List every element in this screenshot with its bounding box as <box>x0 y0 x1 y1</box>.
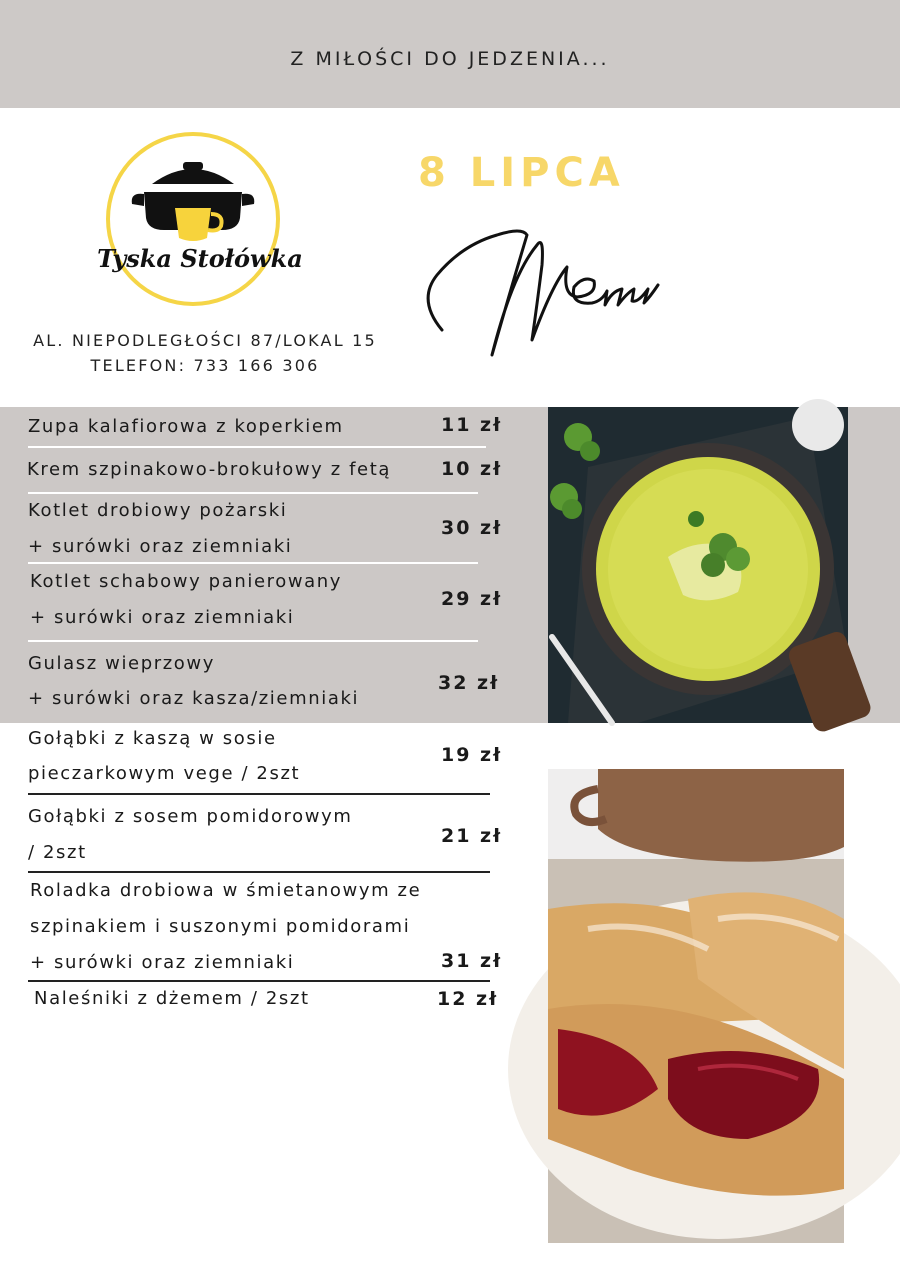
menu-item-name: szpinakiem i suszonymi pomidorami <box>30 916 411 937</box>
phone-number: TELEFON: 733 166 306 <box>90 356 320 375</box>
menu-item-name: + surówki oraz ziemniaki <box>30 952 295 973</box>
divider <box>28 980 490 982</box>
menu-word: Menu <box>542 248 752 332</box>
menu-item-price: 30 zł <box>441 517 503 539</box>
menu-item-name: / 2szt <box>28 842 87 863</box>
menu-item-price: 32 zł <box>438 672 500 694</box>
menu-item-price: 12 zł <box>437 988 499 1010</box>
menu-script-title <box>412 205 752 380</box>
menu-item-name: Gołąbki z sosem pomidorowym <box>28 806 353 827</box>
menu-item-price: 21 zł <box>441 825 503 847</box>
menu-item-price: 29 zł <box>441 588 503 610</box>
divider <box>28 492 478 494</box>
pot-with-cup-icon <box>100 126 286 312</box>
address-block <box>20 328 390 378</box>
menu-item-name: + surówki oraz ziemniaki <box>30 607 295 628</box>
divider <box>28 871 490 873</box>
divider <box>28 562 478 564</box>
menu-item-name: + surówki oraz kasza/ziemniaki <box>28 688 360 709</box>
logo-text: Tyska Stołówka <box>97 244 303 273</box>
menu-item-name: Zupa kalafiorowa z koperkiem <box>28 416 344 437</box>
menu-item-name: Krem szpinakowo-brokułowy z fetą <box>27 459 392 480</box>
menu-item-price: 31 zł <box>441 950 503 972</box>
divider <box>28 640 478 642</box>
top-banner <box>0 0 900 108</box>
tagline: Z MIŁOŚCI DO JEDZENIA... <box>290 48 610 70</box>
menu-item-name: Gulasz wieprzowy <box>28 653 215 674</box>
menu-item-name: Kotlet schabowy panierowany <box>30 571 343 592</box>
menu-item-name: Roladka drobiowa w śmietanowym ze <box>30 880 422 901</box>
menu-item-price: 11 zł <box>441 414 503 436</box>
pancakes-with-jam-photo <box>548 769 844 1243</box>
divider <box>28 446 486 448</box>
menu-date: 8 LIPCA <box>418 150 625 196</box>
street-address: AL. NIEPODLEGŁOŚCI 87/LOKAL 15 <box>33 331 377 350</box>
divider <box>28 793 490 795</box>
broccoli-soup-photo <box>548 407 848 723</box>
menu-item-price: 19 zł <box>441 744 503 766</box>
menu-item-name: pieczarkowym vege / 2szt <box>28 763 301 784</box>
menu-item-price: 10 zł <box>441 458 503 480</box>
menu-item-name: + surówki oraz ziemniaki <box>28 536 293 557</box>
menu-item-name: Kotlet drobiowy pożarski <box>28 500 288 521</box>
menu-item-name: Naleśniki z dżemem / 2szt <box>34 988 310 1009</box>
menu-item-name: Gołąbki z kaszą w sosie <box>28 728 277 749</box>
